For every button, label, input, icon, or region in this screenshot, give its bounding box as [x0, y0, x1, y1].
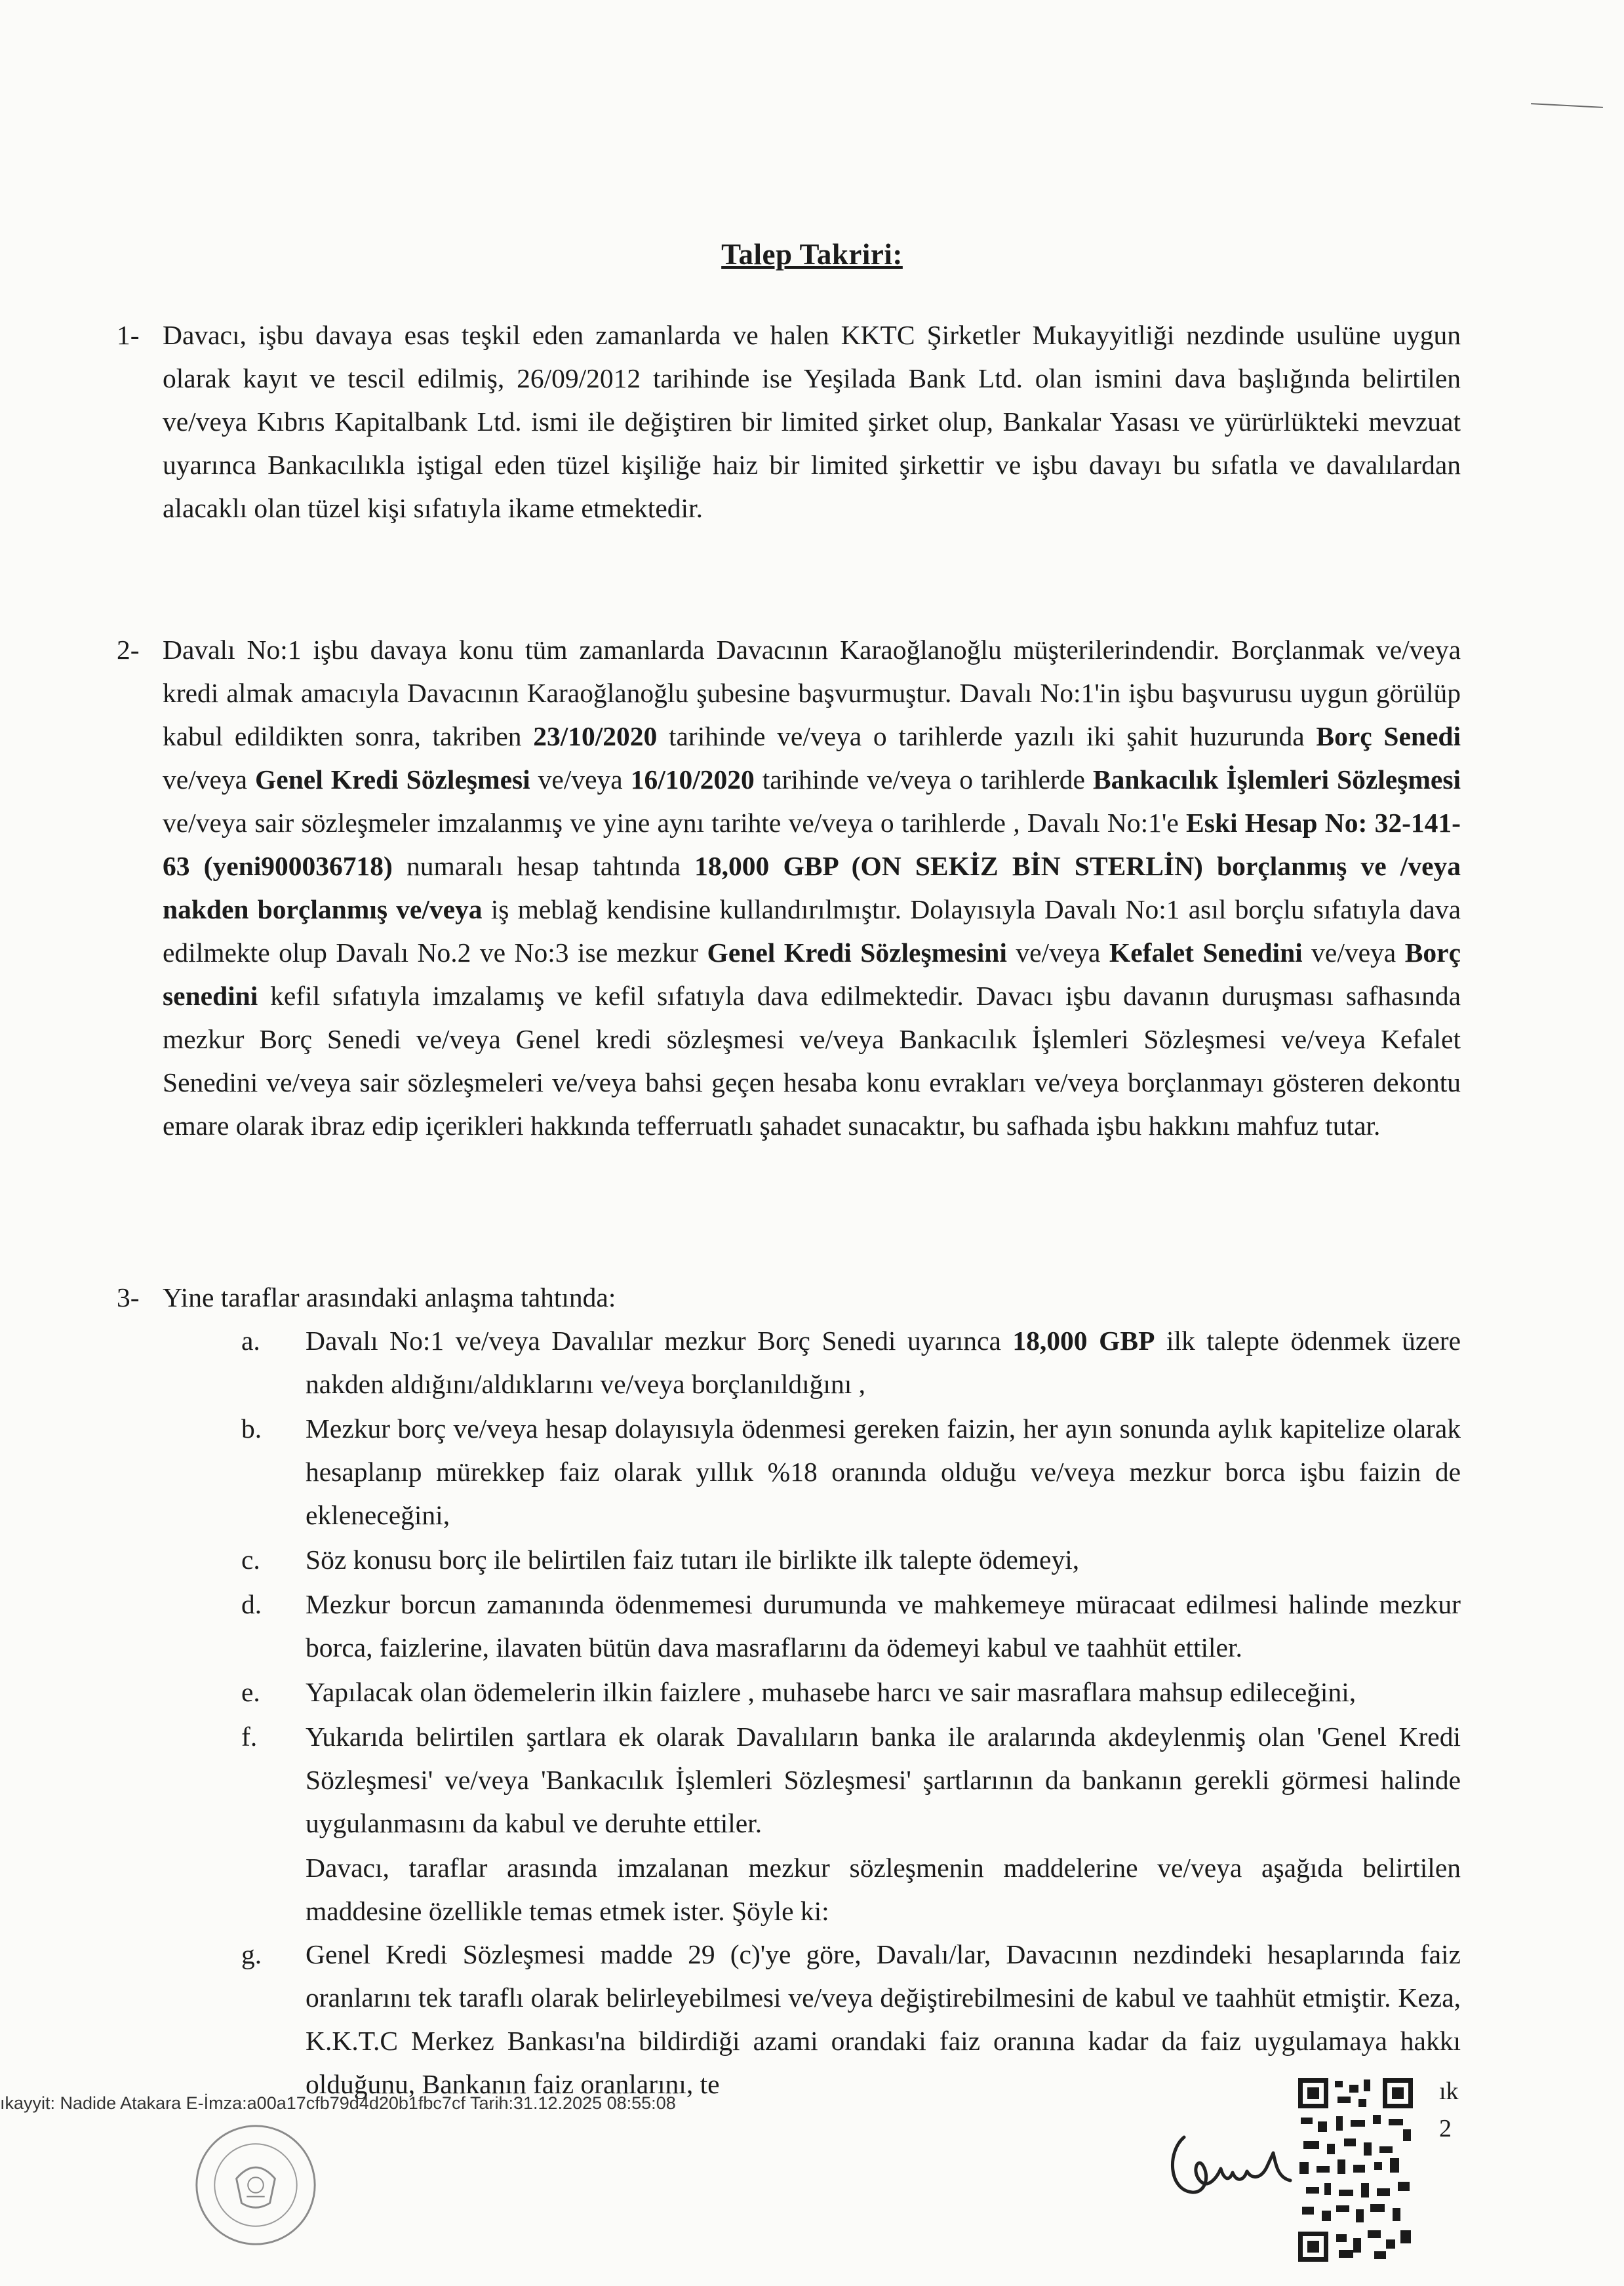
clause-number: 2-: [117, 635, 140, 665]
clause-text: [163, 313, 1461, 530]
sub-item-a: [163, 1319, 1461, 1406]
text-run: tarihinde ve/veya o tarihlerde yazılı iki şahit huzurunda: [657, 721, 1317, 751]
sub-item-c: [163, 1538, 1461, 1581]
sub-letter: g.: [241, 1939, 262, 1969]
sub-text: [306, 1670, 1461, 1714]
bold-text-run: Kefalet Senedini: [1109, 937, 1303, 968]
sub-letter: c.: [241, 1545, 260, 1575]
sub-letter: b.: [241, 1413, 262, 1444]
sub-item-d: [163, 1583, 1461, 1669]
sub-text: [306, 1407, 1461, 1537]
sub-text: [306, 1538, 1461, 1581]
sub-text: [306, 1715, 1461, 1845]
clause-1: [117, 313, 1461, 530]
text-run: Davalı No:1 işbu davaya konu tüm zamanlarda Davacının Karaoğlanoğlu müşterilerindendir. Borçlanmak ve/veya kredi almak amacıyla Davacının Karaoğlanoğlu şubesine başvurmuştur. Davalı No:1'in işbu başvurusu uygun görülüp kabul edildikten sonra, takriben: [163, 635, 1461, 751]
bold-text-run: 16/10/2020: [630, 764, 755, 795]
text-run: iş meblağ kendisine kullandırılmıştır. Dolayısıyla Davalı No:1 asıl borçlu sıfatıyla dava edilmekte olup Davalı No.2 ve No:3 ise mezkur: [163, 894, 1461, 968]
text-run: Yapılacak olan ödemelerin ilkin faizlere , muhasebe harcı ve sair masraflara mahsup edileceğini,: [306, 1677, 1357, 1707]
sub-text: [306, 1319, 1461, 1406]
text-run: tarihinde ve/veya o tarihlerde: [754, 764, 1093, 795]
trailing-fragment: ık: [1439, 2078, 1459, 2105]
clause-intro: Yine taraflar arasındaki anlaşma tahtında:: [163, 1282, 616, 1312]
sub-letter: d.: [241, 1589, 262, 1619]
bold-text-run: 23/10/2020: [533, 721, 658, 751]
sub-letter: a.: [241, 1326, 260, 1356]
e-signature-line: ıkayyit: Nadide Atakara E-İmza:a00a17cfb79d4d20b1fbc7cf Tarih:31.12.2025 08:55:08: [0, 2093, 676, 2113]
text-run: ve/veya: [163, 764, 256, 795]
clause-number: 1-: [117, 320, 140, 350]
text-run: Davalı No:1 ve/veya Davalılar mezkur Borç Senedi uyarınca: [306, 1326, 1013, 1356]
bold-text-run: Bankacılık İşlemleri Sözleşmesi: [1092, 764, 1461, 795]
text-run: ve/veya: [530, 764, 631, 795]
bold-text-run: Borç Senedi: [1316, 721, 1461, 751]
sub-letter: e.: [241, 1677, 260, 1707]
qr-code: [1298, 2078, 1413, 2262]
text-run: Mezkur borcun zamanında ödenmemesi durumunda ve mahkemeye müracaat edilmesi halinde mezkur borca, faizlerine, ilavaten bütün dava masraflarını da ödemeyi kabul ve taahhüt ettiler.: [306, 1589, 1461, 1663]
text-run: kefil sıfatıyla imzalamış ve kefil sıfatıyla dava edilmektedir. Davacı işbu davanın duruşması safhasında mezkur Borç Senedi ve/veya Genel kredi sözleşmesi ve/veya Bankacılık İşlemleri Sözleşmesi ve/veya Kefalet Senedini ve/veya sair sözleşmeleri ve/veya bahsi geçen hesaba konu evrakları ve/veya borçlanmayı gösteren dekontu emare olarak ibraz edip içerikleri hakkında tefferruatlı şahadet sunacaktır, bu safhada işbu hakkını mahfuz tutar.: [163, 981, 1461, 1141]
sub-text: [306, 1933, 1461, 2106]
text-run: ve/veya sair sözleşmeler imzalanmış ve yine aynı tarihte ve/veya o tarihlerde , Davalı No:1'e: [163, 808, 1187, 838]
page-number: 2: [1439, 2115, 1452, 2142]
document-title: Talep Takriri:: [721, 238, 903, 271]
text-run: numaralı hesap tahtında: [392, 851, 695, 881]
bold-text-run: Genel Kredi Sözleşmesini: [707, 937, 1007, 968]
sub-item-f: [163, 1715, 1461, 1845]
sub-text: [306, 1583, 1461, 1669]
clause-number: 3-: [117, 1282, 140, 1312]
bold-text-run: 18,000 GBP (ON SEKİZ BİN STERLİN) borçlanmış ve /veya nakden borçlanmış ve/veya: [163, 851, 1461, 924]
middle-paragraph: Davacı, taraflar arasında imzalanan mezkur sözleşmenin maddelerine ve/veya aşağıda belirtilen maddesine özellikle temas etmek ister. Şöyle ki:: [306, 1853, 1461, 1926]
clause-2: [117, 628, 1461, 1147]
bold-text-run: Borç senedini: [163, 937, 1461, 1011]
text-run: ve/veya: [1006, 937, 1109, 968]
text-run: Mezkur borç ve/veya hesap dolayısıyla ödenmesi gereken faizin, her ayın sonunda aylık kapitelize olarak hesaplanıp mürekkep faiz olarak yıllık %18 oranında olduğu ve/veya mezkur borca işbu faizin de ekleneceğini,: [306, 1413, 1461, 1530]
clause-text: [163, 628, 1461, 1147]
text-run: ilk talepte ödenmek üzere nakden aldığını/aldıklarını ve/veya borçlanıldığını ,: [306, 1326, 1461, 1399]
handwritten-signature: [1159, 2118, 1297, 2209]
sub-letter: f.: [241, 1722, 258, 1752]
text-run: Söz konusu borç ile belirtilen faiz tutarı ile birlikte ilk talepte ödemeyi,: [306, 1545, 1080, 1575]
official-seal: [191, 2121, 320, 2249]
bold-text-run: Eski Hesap No: 32-141-63 (yeni900036718): [163, 808, 1461, 881]
sub-item-g: [163, 1933, 1461, 2106]
text-run: Yukarıda belirtilen şartlara ek olarak Davalıların banka ile aralarında akdeylenmiş olan 'Genel Kredi Sözleşmesi' ve/veya 'Bankacılık İşlemleri Sözleşmesi' şartlarının da bankanın gerekli görmesi halinde uygulanmasını da kabul ve deruhte ettiler.: [306, 1722, 1461, 1838]
sub-item-b: [163, 1407, 1461, 1537]
text-run: Genel Kredi Sözleşmesi madde 29 (c)'ye göre, Davalı/lar, Davacının nezdindeki hesaplarında faiz oranlarını tek taraflı olarak belirleyebilmesi ve/veya değiştirebilmesini de kabul ve taahhüt etmiştir. Keza, K.K.T.C Merkez Bankası'na bildirdiği azami orandaki faiz oranına kadar da faiz uygulamaya hakkı olduğunu, Bankanın faiz oranlarını, te: [306, 1939, 1461, 2099]
clause-3: [117, 1276, 1461, 2107]
text-run: ve/veya: [1302, 937, 1405, 968]
bold-text-run: Genel Kredi Sözleşmesi: [255, 764, 530, 795]
text-run: Davacı, işbu davaya esas teşkil eden zamanlarda ve halen KKTC Şirketler Mukayyitliği nezdinde usulüne uygun olarak kayıt ve tescil edilmiş, 26/09/2012 tarihinde ise Yeşilada Bank Ltd. olan ismini dava başlığında belirtilen ve/veya Kıbrıs Kapitalbank Ltd. ismi ile değiştiren bir limited şirket olup, Bankalar Yasası ve yürürlükteki mevzuat uyarınca Bankacılıkla iştigal eden tüzel kişiliğe haiz bir limited şirkettir ve işbu davayı bu sıfatla ve davalılardan alacaklı olan tüzel kişi sıfatıyla ikame etmektedir.: [163, 320, 1461, 523]
sub-item-e: [163, 1670, 1461, 1714]
bold-text-run: 18,000 GBP: [1012, 1326, 1155, 1356]
stray-scan-mark: [1531, 103, 1603, 108]
